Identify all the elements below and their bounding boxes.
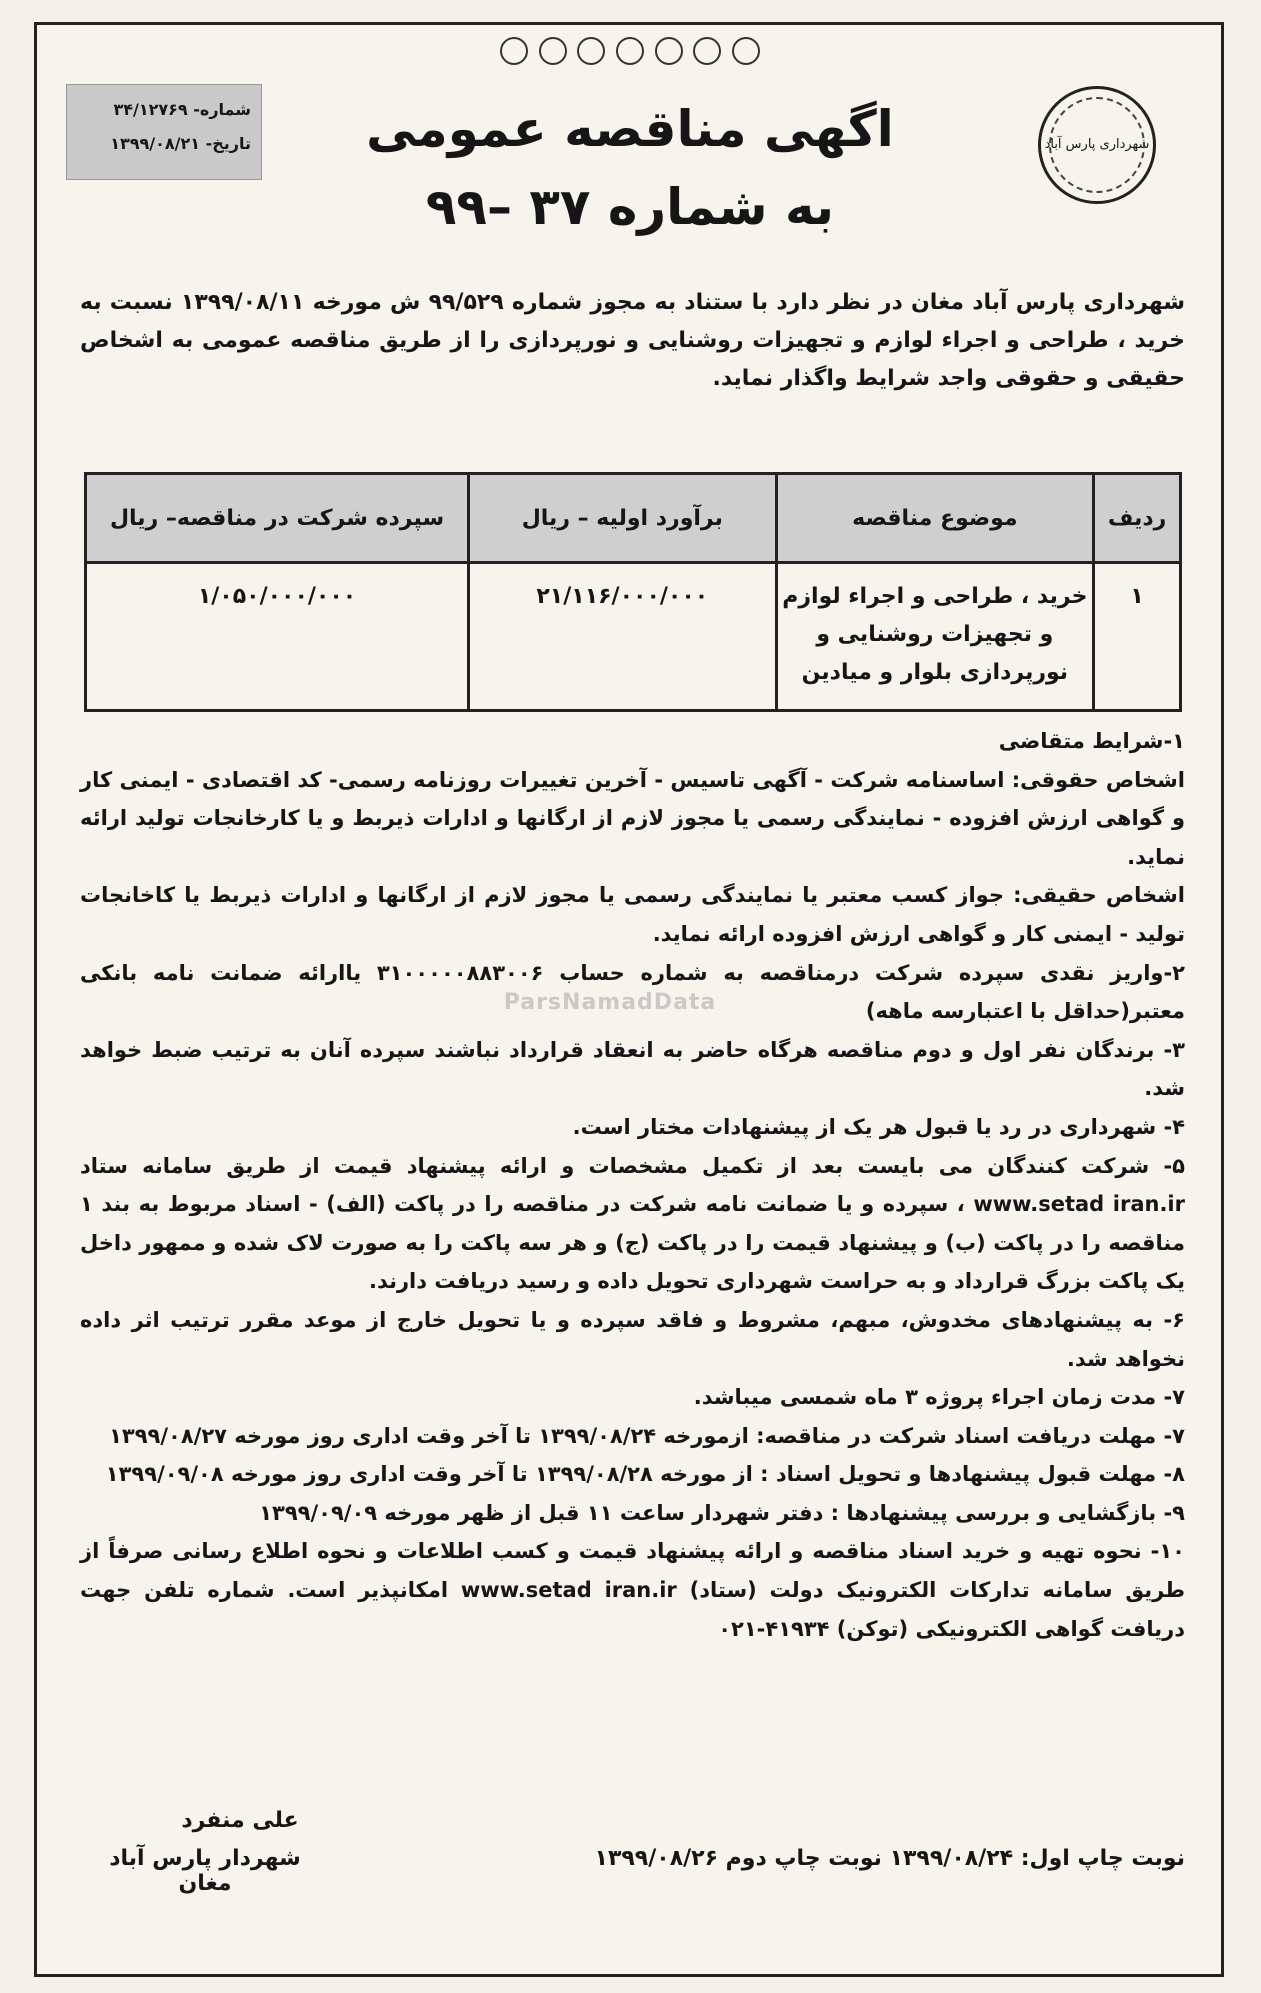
intro-paragraph: شهرداری پارس آباد مغان در نظر دارد با ستناد به مجوز شماره ۹۹/۵۲۹ ش مورخه ۱۳۹۹/۰۸/۱۱ نسبت به خرید ، طراحی و اجراء لوازم و تجهیزات روشنایی و نورپردازی را از طریق مناقصه عمومی به اشخاص حقیقی و حقوقی واجد شرایط واگذار نماید.: [80, 290, 1185, 391]
header-subject: موضوع مناقصه: [776, 474, 1094, 563]
reference-number: شماره- ۳۴/۱۲۷۶۹: [113, 100, 251, 119]
print-dates: نوبت چاپ اول: ۱۳۹۹/۰۸/۲۴ نوبت چاپ دوم ۱۳۹۹/۰۸/۲۶: [594, 1846, 1185, 1871]
table-header-row: [86, 474, 1181, 563]
page-title: اگهی مناقصه عمومی: [366, 100, 894, 158]
signatory-title: شهردار پارس آباد مغان: [109, 1846, 301, 1896]
condition-heading: ۱-شرایط متقاضی: [998, 729, 1185, 753]
condition-winners: ۳- برندگان نفر اول و دوم مناقصه هرگاه حاضر به انعقاد قرارداد نباشند سپرده آنان به ترتیب ضبط خواهد شد.: [80, 1037, 1185, 1101]
logo-text: شهرداری پارس آباد: [1044, 137, 1150, 152]
condition-document-deadline: ۷- مهلت دریافت اسناد شرکت در مناقصه: ازمورخه ۱۳۹۹/۰۸/۲۴ تا آخر وقت اداری روز مورخه ۱۳۹۹/۰۸/۲۷: [109, 1423, 1185, 1448]
conditions-list: [80, 722, 1185, 1648]
condition-procedure: ۱۰- نحوه تهیه و خرید اسناد مناقصه و ارائه پیشنهاد قیمت و کسب اطلاعات و نحوه اطلاع رسانی صرفاً از طریق سامانه تدارکات الکترونیک دولت (ستاد) www.setad iran.ir امکانپذیر است. شماره تلفن جهت دریافت گواهی الکترونیکی (توکن) ۴۱۹۳۴-۰۲۱: [80, 1539, 1186, 1641]
condition-natural-persons: اشخاص حقیقی: جواز کسب معتبر یا نمایندگی رسمی یا مجوز لازم از ارگانها و ادارات ذیربط یا کاخانجات تولید - ایمنی کار و گواهی ارزش افزوده ارائه نماید.: [80, 883, 1185, 946]
tender-number-title: به شماره ۳۷ –۹۹: [425, 178, 835, 236]
cell-row-number: ۱: [1094, 563, 1181, 711]
header-deposit: سپرده شرکت در مناقصه– ریال: [86, 474, 469, 563]
reference-box: [66, 84, 262, 180]
municipality-logo: [1038, 86, 1156, 204]
condition-opening: ۹- بازگشایی و بررسی پیشنهادها : دفتر شهردار ساعت ۱۱ قبل از ظهر مورخه ۱۳۹۹/۰۹/۰۹: [259, 1500, 1185, 1525]
condition-legal-persons: اشخاص حقوقی: اساسنامه شرکت - آگهی تاسیس - آخرین تغییرات روزنامه رسمی- کد اقتصادی - ایمنی کار و گواهی ارزش افزوده - نمایندگی رسمی یا مجوز لازم از ارگانها و ادارات ذیربط و یا کارخانجات تولید ارائه نماید.: [80, 767, 1185, 869]
top-ornament: [500, 28, 760, 74]
condition-invalid-bids: ۶- به پیشنهادهای مخدوش، مبهم، مشروط و فاقد سپرده و یا تحویل خارج از موعد مقرر ترتیب اثر داده نخواهد شد.: [80, 1307, 1185, 1371]
header-estimate: برآورد اولیه – ریال: [469, 474, 776, 563]
cell-estimate: ۲۱/۱۱۶/۰۰۰/۰۰۰: [469, 563, 776, 711]
cell-deposit: ۱/۰۵۰/۰۰۰/۰۰۰: [86, 563, 469, 711]
watermark: ParsNamadData: [503, 990, 717, 1015]
reference-date: تاریخ- ۱۳۹۹/۰۸/۲۱: [110, 134, 251, 153]
condition-submission: ۵- شرکت کنندگان می بایست بعد از تکمیل مشخصات و ارائه پیشنهاد قیمت از طریق سامانه ستاد www.setad iran.ir ، سپرده و یا ضمانت نامه شرکت در مناقصه را در پاکت (الف) - اسناد مربوط به بند ۱ مناقصه را در پاکت (ب) و پیشنهاد قیمت را در پاکت (ج) و هر سه پاکت را به صورت لاک شده و ممهور داخل یک پاکت بزرگ قرارداد و به حراست شهرداری تحویل داده و رسید دریافت دارند.: [80, 1153, 1185, 1294]
tender-table: [84, 472, 1182, 712]
cell-subject: خرید ، طراحی و اجراء لوازم و تجهیزات روشنایی و نورپردازی بلوار و میادین: [776, 563, 1094, 711]
condition-bid-deadline: ۸- مهلت قبول پیشنهادها و تحویل اسناد : از مورخه ۱۳۹۹/۰۸/۲۸ تا آخر وقت اداری روز مورخه ۱۳۹۹/۰۹/۰۸: [105, 1462, 1185, 1487]
header-row-number: ردیف: [1094, 474, 1181, 563]
condition-deposit: ۲-واریز نقدی سپرده شرکت درمناقصه به شماره حساب ۳۱۰۰۰۰۰۸۸۳۰۰۶ یاارائه ضمانت نامه بانکی معتبر(حداقل با اعتبارسه ماهه): [80, 960, 1185, 1024]
table-row: [86, 563, 1181, 711]
signatory-name: علی منفرد: [181, 1808, 299, 1833]
condition-duration: ۷- مدت زمان اجراء پروژه ۳ ماه شمسی میباشد.: [693, 1385, 1185, 1410]
condition-discretion: ۴- شهرداری در رد یا قبول هر یک از پیشنهادات مختار است.: [572, 1114, 1185, 1139]
